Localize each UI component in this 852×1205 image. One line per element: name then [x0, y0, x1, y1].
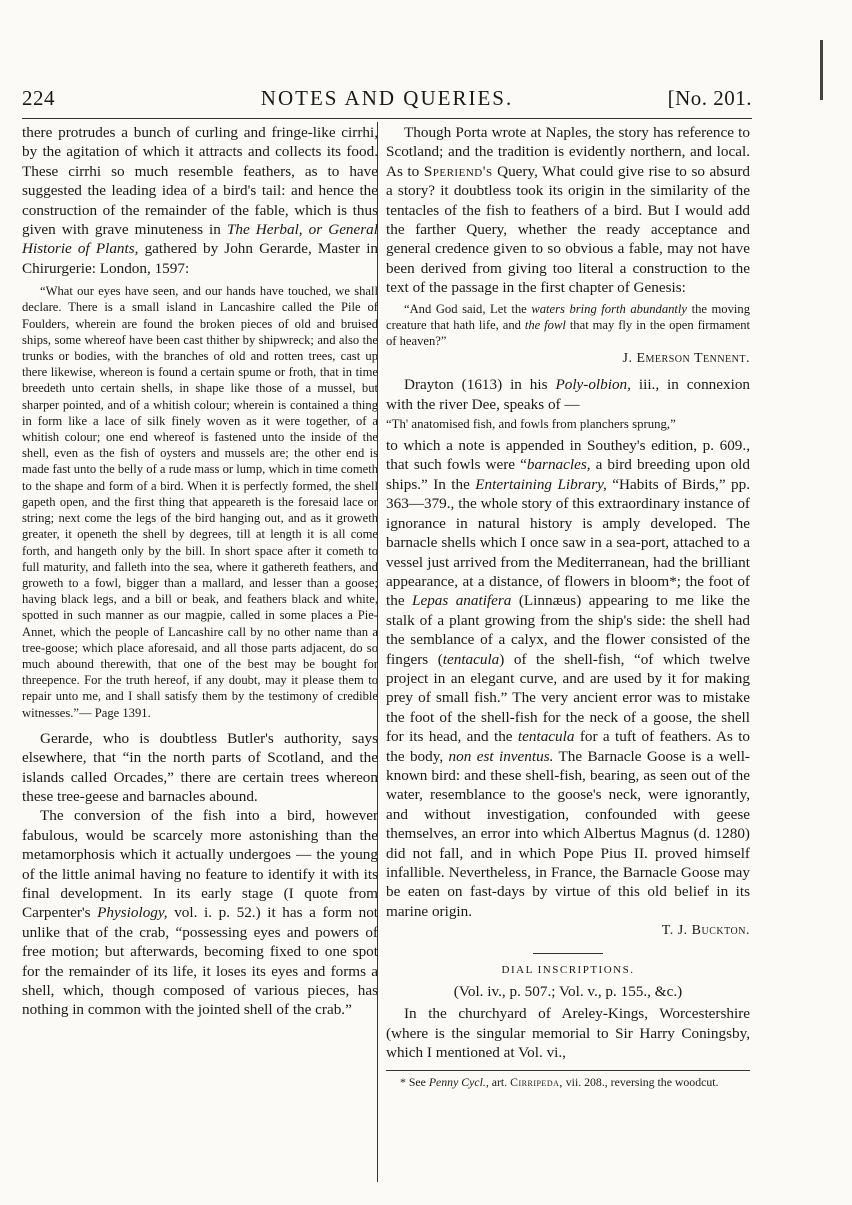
paragraph: to which a note is appended in Southey's edition, p. 609., that such fowls were “barnacles, a bird breeding upon old ships.” In the Entertaining Library, “Habits of Birds,” pp. 363—379., the whole story of this extraordinary instance of ignorance in natural history is amply developed. The barnacle shells which I once saw in a sea-port, attached to a vessel just arrived from the Mediterranean, had the brilliant appearance, at a distance, of flowers in bloom*; the foot of the Lepas anatifera (Linnæus) appearing to me like the stalk of a plant growing from the ship's side: the shell had the semblance of a calyx, and the flower consisted of the fingers (tentacula) of the shell-fish, “of which twelve project in an elegant curve, and are used by it for making prey of small fish.” The very ancient error was to mistake the foot of the shell-fish for the neck of a goose, the shell for its head, and the tentacula for a tuft of feathers. As to the body, non est inventus. The Barnacle Goose is a well-known bird: and these shell-fish, bearing, as seen out of the water, resemblance to the goose's neck, were ignorantly, and without investigation, confounded with geese themselves, an error into which Albertus Magnus (d. 1280) did not fall, and in which Pope Pius II. proved himself infallible. Nevertheless, in France, the Barnacle Goose may be eaten on fast-days by virtue of this old belief in its marine origin. [386, 437, 751, 920]
paragraph: In the churchyard of Areley-Kings, Worcestershire (where is the singular memorial to Sir Harry Coningsby, which I mentioned at Vol. vi., [386, 1005, 750, 1062]
issue-number: [No. 201. [667, 86, 752, 110]
running-header [22, 86, 752, 116]
paragraph: Gerarde, who is doubtless Butler's authority, says elsewhere, that “in the north parts of Scotland, and the islands called Orcades,” there are certain trees whereon these tree-geese and barnacles abound. [22, 729, 378, 805]
footnote: * See Penny Cycl., art. Cirripeda, vii. 208., reversing the woodcut. [400, 1075, 719, 1090]
left-column [22, 123, 378, 1020]
paragraph: there protrudes a bunch of curling and fringe-like cirrhi, by the agitation of which it attracts and collects its food. These cirrhi so much resemble feathers, as to have suggested the leading idea of a bird's tail: and hence the construction of the remainder of the fable, which is thus given with grave minuteness in The Herbal, or General Historie of Plants, gathered by John Gerarde, Master in Chirurgerie: London, 1597: [22, 124, 379, 277]
binding-edge-mark [808, 40, 838, 100]
signature: J. Emerson Tennent. [622, 351, 750, 367]
right-column [386, 123, 750, 1090]
paragraph: Drayton (1613) in his Poly-olbion, iii., in connexion with the river Dee, speaks of — [386, 376, 751, 413]
page-number: 224 [22, 86, 55, 110]
signature: T. J. Buckton. [661, 923, 750, 939]
journal-title: NOTES AND QUERIES. [260, 86, 514, 110]
block-quote: “What our eyes have seen, and our hands have touched, we shall declare. There is a small island in Lancashire called the Pile of Foulders, wherein are found the broken pieces of old and bruised ships, some whereof have been cast thither by shipwreck; and also the trunks or bodies, with the branches of old and rotten trees, cast up there likewise, whereon is found a certain spume or froth, that in time breedeth unto certain shells, in shape like those of a mussel, but sharper pointed, and of a whitish colour; wherein is contained a thing in form like a lace of silk finely woven as it were together, of a whitish colour; one end whereof is fastened unto the inside of the shell, even as the fish of oysters and mussels are; the other end is made fast unto the belly of a rude mass or lump, which in time cometh to the shape and form of a bird. When it is perfectly formed, the shell gapeth open, and the first thing that appeareth is the foresaid lace or string; next come the legs of the bird hanging out, and as it groweth greater, it openeth the shell by degrees, till at length it is all come forth, and hangeth only by the bill. In short space after it cometh to full maturity, and falleth into the sea, where it gathereth feathers, and groweth to a fowl, bigger than a mallard, and lesser than a goose; having black legs, and a bill or beak, and feathers black and white, spotted in such manner as our magpie, called in some places a Pie-Annet, which the people of Lancashire call by no other name than a tree-goose; which place aforesaid, and all those parts adjacent, do so much abound therewith, that one of the best may be bought for threepence. For the truth hereof, if any doubt, may it please them to repair unto me, and I shall satisfy them by the testimony of credible witnesses.”— Page 1391. [22, 284, 378, 720]
scripture-quote: “And God said, Let the waters bring forth abundantly the moving creature that hath life, and the fowl that may fly in the open firmament of heaven?” [386, 301, 751, 349]
footnote-rule [386, 1070, 750, 1071]
section-reference: (Vol. iv., p. 507.; Vol. v., p. 155., &c.) [453, 983, 683, 1001]
verse-line: “Th' anatomised fish, and fowls from planchers sprung,” [386, 417, 676, 432]
section-rule [533, 953, 603, 954]
section-heading: DIAL INSCRIPTIONS. [501, 964, 635, 977]
paragraph: The conversion of the fish into a bird, however fabulous, would be scarcely more astonishing than the metamorphosis which it actually undergoes — the young of the little animal having no feature to identify it with its final development. In its early stage (I quote from Carpenter's Physiology, vol. i. p. 52.) it has a form not unlike that of the crab, “possessing eyes and powers of free motion; but afterwards, becoming fixed to one spot for the remainder of its life, it loses its eyes and forms a shell, which, though composed of various pieces, has nothing in common with the jointed shell of the crab.” [22, 807, 379, 1019]
header-rule [22, 118, 752, 119]
paragraph: Though Porta wrote at Naples, the story has reference to Scotland; and the tradition is evidently northern, and local. As to Speriend's Query, What could give rise to so absurd a story? it doubtless took its origin in the similarity of the tentacles of the fish to feathers of a bird. But I would add the farther Query, whether the ready acceptance and general credence given to so obvious a fable, may not have been derived from giving too literal a construction to the text of the passage in the first chapter of Genesis: [386, 124, 751, 297]
